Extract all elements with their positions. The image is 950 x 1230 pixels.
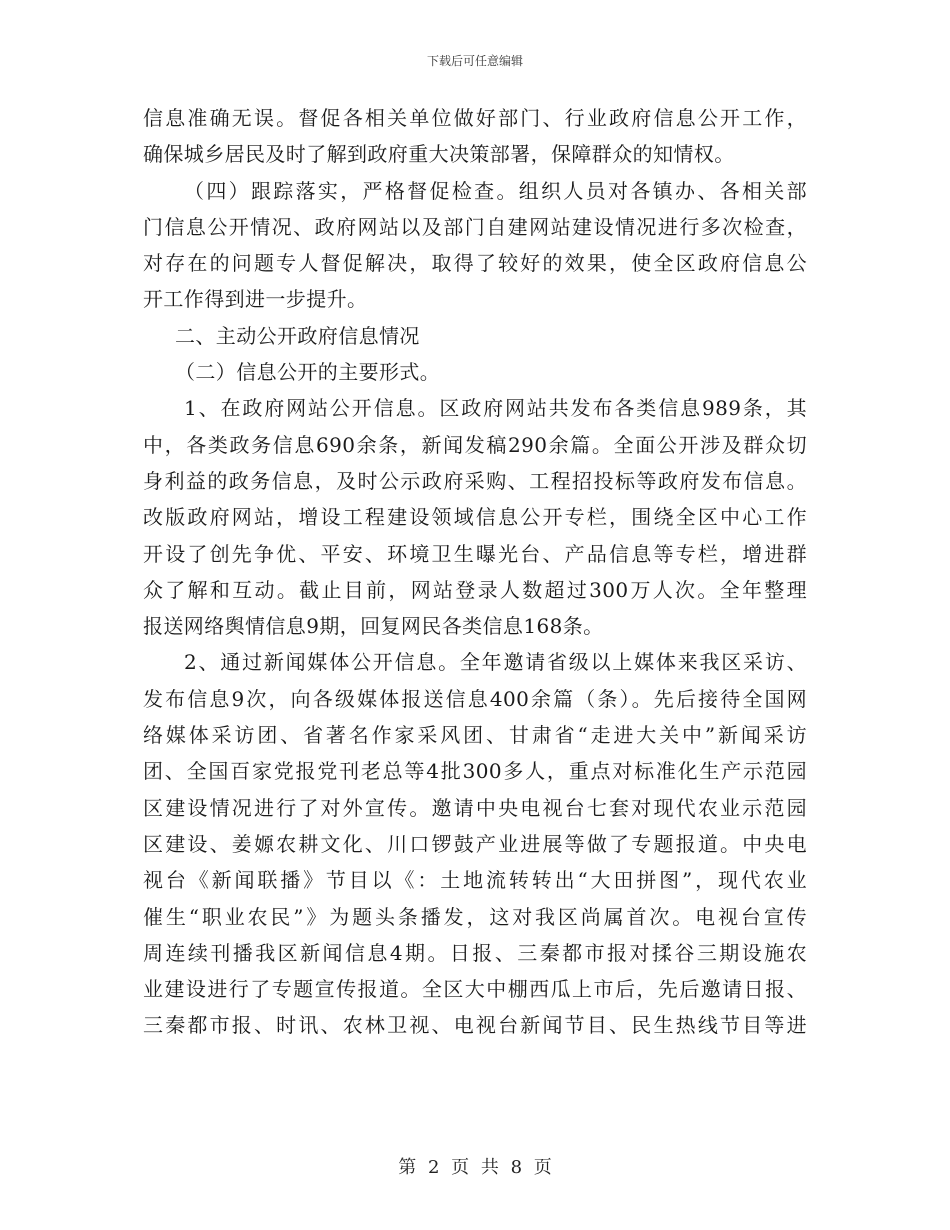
text-line: 视台《新闻联播》节目以《：土地流转转出“大田拼图”，现代农业 (143, 868, 807, 893)
text-line: 改版政府网站，增设工程建设领域信息公开专栏，围绕全区中心工作 (143, 505, 807, 530)
text-line: 周连续刊播我区新闻信息4期。日报、三秦都市报对揉谷三期设施农 (143, 940, 807, 965)
text-line: 报送网络舆情信息9期，回复网民各类信息168条。 (143, 614, 604, 639)
text-line: （四）跟踪落实，严格督促检查。组织人员对各镇办、各相关部 (184, 178, 807, 203)
page-header-note: 下载后可任意编辑 (426, 54, 523, 68)
text-line: 业建设进行了专题宣传报道。全区大中棚西瓜上市后，先后邀请日报、 (143, 977, 807, 1002)
text-line: 门信息公开情况、政府网站以及部门自建网站建设情况进行多次检查， (143, 214, 807, 239)
text-line: 二、主动公开政府信息情况 (175, 323, 420, 348)
page-number-footer: 第 2 页 共 8 页 (398, 1157, 552, 1178)
text-line: 络媒体采访团、省著名作家采风团、甘肃省“走进大关中”新闻采访 (143, 723, 807, 748)
text-line: 团、全国百家党报党刊老总等4批300多人，重点对标准化生产示范园 (143, 759, 807, 784)
text-line: 确保城乡居民及时了解到政府重大决策部署，保障群众的知情权。 (143, 142, 735, 167)
text-line: 三秦都市报、时讯、农林卫视、电视台新闻节目、民生热线节目等进 (143, 1013, 807, 1038)
text-line: 催生“职业农民”》为题头条播发，这对我区尚属首次。电视台宣传 (143, 904, 807, 929)
document-body (143, 100, 807, 1044)
text-line: 发布信息9次，向各级媒体报送信息400余篇（条）。先后接待全国网 (143, 686, 807, 711)
text-line: （二）信息公开的主要形式。 (175, 360, 441, 385)
text-line: 开设了创先争优、平安、环境卫生曝光台、产品信息等专栏，增进群 (143, 541, 807, 566)
text-line: 区建设情况进行了对外宣传。邀请中央电视台七套对现代农业示范园 (143, 795, 807, 820)
text-line: 身利益的政务信息，及时公示政府采购、工程招投标等政府发布信息。 (143, 468, 807, 493)
text-line: 2、通过新闻媒体公开信息。全年邀请省级以上媒体来我区采访、 (184, 650, 807, 675)
text-line: 众了解和互动。截止目前，网站登录人数超过300万人次。全年整理 (143, 577, 807, 602)
text-line: 区建设、姜嫄农耕文化、川口锣鼓产业进展等做了专题报道。中央电 (143, 831, 807, 856)
text-line: 中，各类政务信息690余条，新闻发稿290余篇。全面公开涉及群众切 (143, 432, 807, 457)
text-line: 对存在的问题专人督促解决，取得了较好的效果，使全区政府信息公 (143, 251, 807, 276)
text-line: 信息准确无误。督促各相关单位做好部门、行业政府信息公开工作， (143, 106, 807, 130)
text-line: 开工作得到进一步提升。 (143, 287, 368, 312)
text-line: 1、在政府网站公开信息。区政府网站共发布各类信息989条，其 (184, 396, 807, 421)
